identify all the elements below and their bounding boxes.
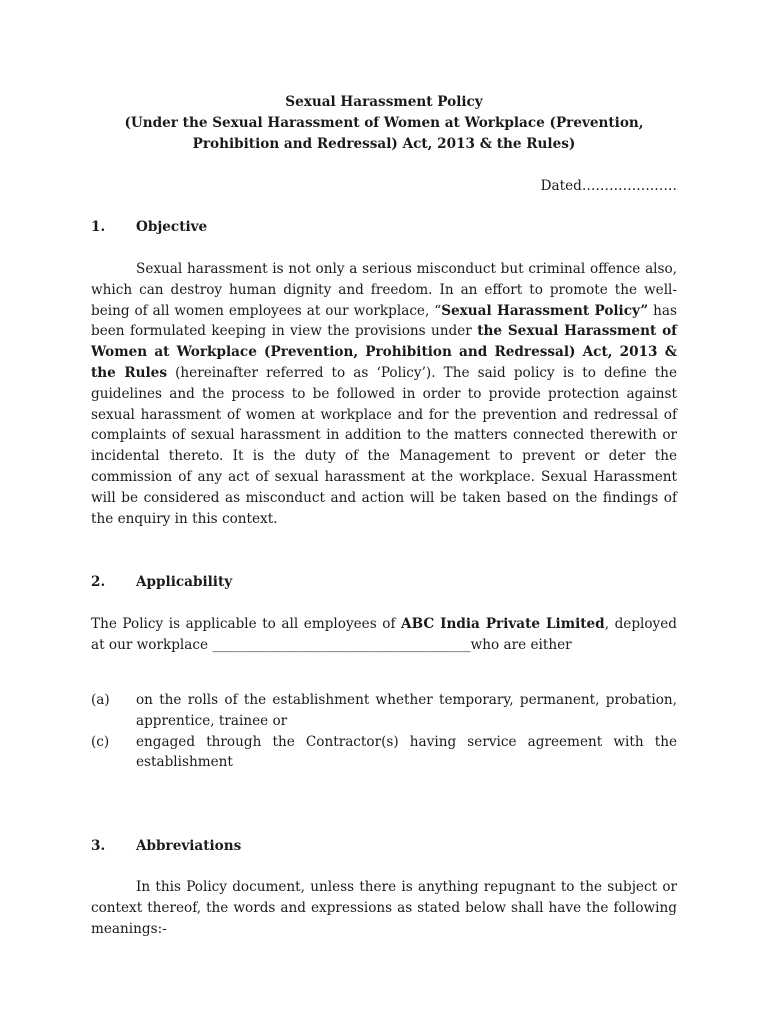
paragraph-text: (hereinafter referred to as ‘Policy’). The said policy is to define the guidelines and the process to be followed in order to provide protection against sexual harassment of women at workplace and for the prevention and redressal of complaints of sexual harassment in addition to the matters connected therewith or incidental thereto. It is the duty of the Management to prevent or deter the commission of any act of sexual harassment at the workplace. Sexual Harassment will be considered as misconduct and action will be taken based on the findings of the enquiry in this context. — [91, 364, 677, 527]
section-number: 3. — [91, 838, 106, 854]
paragraph-text: , deployed at our workplace ______________________________________who are either — [91, 616, 677, 653]
document-title — [91, 92, 677, 154]
section-abbreviations-heading — [91, 836, 677, 857]
applicability-paragraph — [91, 614, 677, 656]
section-heading-text: Applicability — [136, 574, 233, 590]
list-item-label: (c) — [91, 733, 110, 750]
paragraph-bold-text: Sexual Harassment Policy” — [441, 302, 649, 319]
applicability-list — [91, 690, 677, 773]
company-name: ABC India Private Limited — [401, 616, 605, 632]
objective-paragraph — [91, 259, 677, 529]
list-item — [91, 732, 677, 774]
list-item-label: (a) — [91, 692, 110, 708]
section-number: 2. — [91, 574, 106, 590]
dated-line: Dated………………… — [540, 178, 677, 194]
abbreviations-paragraph: In this Policy document, unless there is anything repugnant to the subject or context thereof, the words and expressions as stated below shall have the following meanings:- — [91, 879, 677, 937]
list-item-text: on the rolls of the establishment whether temporary, permanent, probation, apprentice, trainee or — [136, 692, 677, 729]
section-objective-heading — [91, 217, 677, 238]
section-applicability-heading — [91, 572, 677, 593]
section-heading-text: Objective — [136, 219, 208, 235]
paragraph-text: has been formulated keeping in view the provisions under — [91, 302, 677, 340]
paragraph-bold-text: the Sexual Harassment of Women at Workplace (Prevention, Prohibition and Redressal) Act, 2013 & the Rules — [91, 323, 677, 381]
section-heading-text: Abbreviations — [136, 838, 242, 854]
section-number: 1. — [91, 219, 106, 235]
title-line-1: Sexual Harassment Policy — [285, 94, 483, 110]
paragraph-text: Sexual harassment is not only a serious misconduct but criminal offence also, which can destroy human dignity and freedom. In an effort to promote the well-being of all women employees at our workplace, “ — [91, 261, 677, 319]
paragraph-text: The Policy is applicable to all employees of — [91, 616, 402, 632]
title-line-2: (Under the Sexual Harassment of Women at Workplace (Prevention, Prohibition and Redressal) Act, 2013 & the Rules) — [124, 114, 644, 152]
list-item — [91, 690, 677, 732]
list-item-text: engaged through the Contractor(s) having service agreement with the establishment — [136, 733, 677, 771]
